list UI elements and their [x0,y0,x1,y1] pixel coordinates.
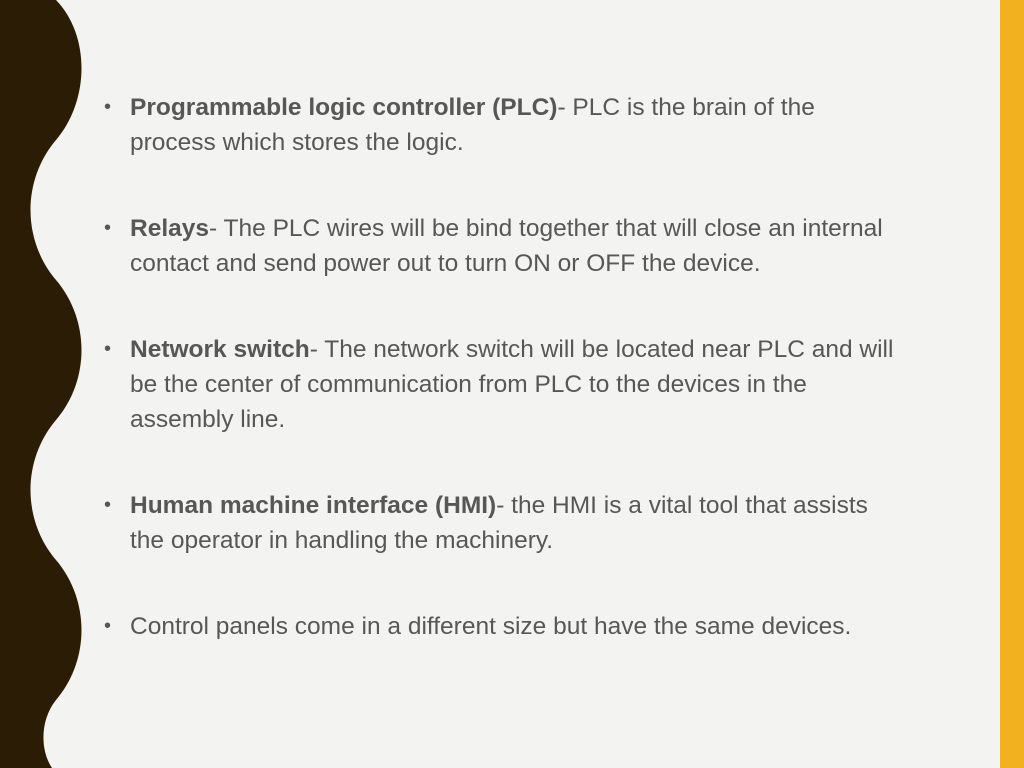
slide-content [102,90,902,695]
bullet-term: Network switch [130,336,310,363]
bullet-dot-icon: • [104,615,112,637]
bullet-dot-icon: • [104,494,112,516]
bullet-text: - the HMI is a vital tool that assists the operator in handling the machinery. [130,492,868,554]
bullet-item-relays [102,211,902,281]
bullet-term: Relays [130,215,210,242]
wave-shape [0,0,82,768]
bullet-dot-icon: • [104,217,112,239]
bullet-term: Human machine interface (HMI) [130,492,497,519]
accent-bar [1000,0,1024,768]
bullet-list [102,90,902,644]
bullet-item-control-panels [102,609,902,644]
bullet-dot-icon: • [104,338,112,360]
bullet-item-network-switch [102,332,902,437]
bullet-dot-icon: • [104,96,112,118]
bullet-text: - The network switch will be located near PLC and will be the center of communication from PLC to the devices in the assembly line. [130,336,894,433]
bullet-text: - PLC is the brain of the process which stores the logic. [130,94,815,156]
bullet-text: Control panels come in a different size but have the same devices. [130,613,852,640]
bullet-item-hmi [102,488,902,558]
bullet-term: Programmable logic controller (PLC) [130,94,558,121]
decorative-wave-band [0,0,90,768]
bullet-text: - The PLC wires will be bind together that will close an internal contact and send power out to turn ON or OFF the device. [130,215,883,277]
bullet-item-plc [102,90,902,160]
